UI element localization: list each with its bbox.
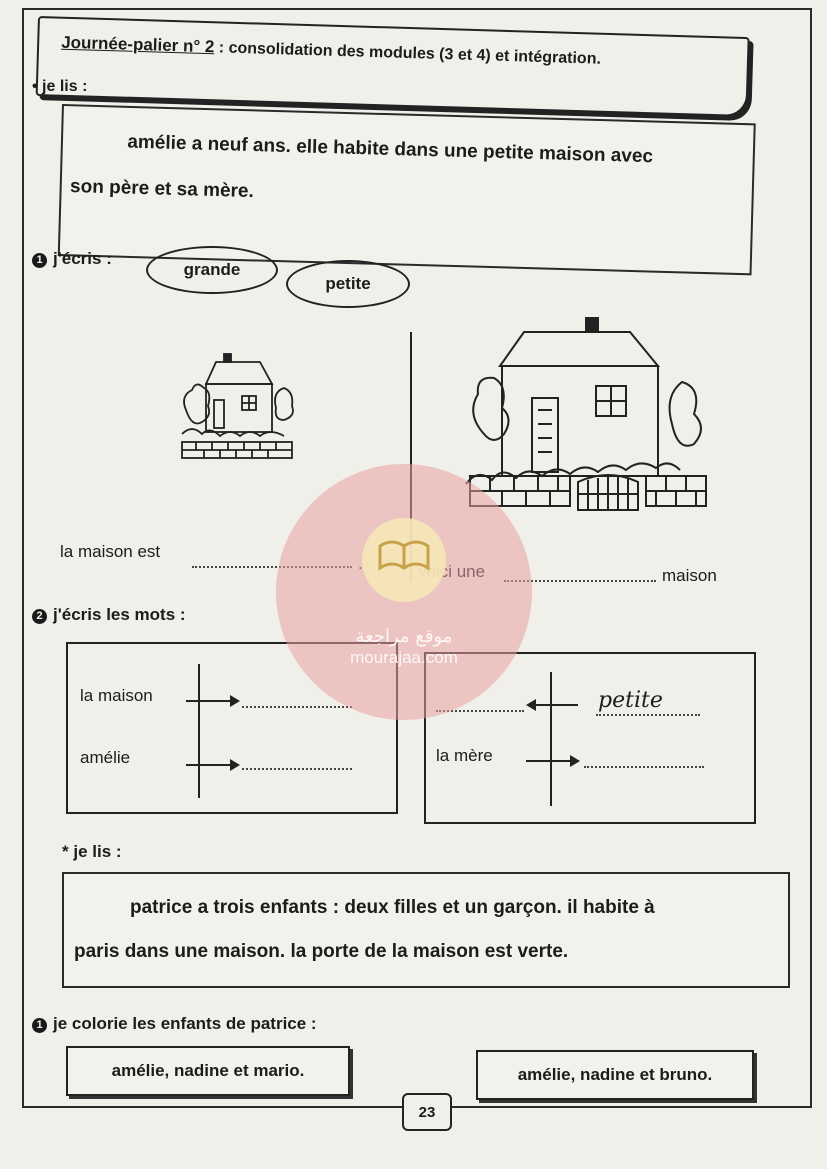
word-amelie: amélie [80,748,131,767]
choice-amelie-nadine-bruno[interactable]: amélie, nadine et bruno. [476,1050,754,1100]
option-petite[interactable]: petite [286,260,410,308]
reading2-text [74,886,786,974]
arrow-left-icon [528,704,578,706]
small-house-drawing [176,350,298,466]
right-box-divider [550,672,552,806]
exercise2-heading [32,605,186,625]
arrow-right-icon [186,764,238,766]
reading2-heading: * je lis : [62,842,122,861]
exercise1-number: 1 [32,253,47,268]
exercise2-number: 2 [32,609,47,624]
reading1-line1: amélie a neuf ans. elle habite dans une petite maison avec [127,131,654,168]
handwritten-petite: petite [598,688,663,713]
handwritten-underline [596,714,700,716]
reading2-line2: paris dans une maison. la porte de la maison est verte. [74,941,569,962]
reading2-line1: patrice a trois enfants : deux filles et un garçon. il habite à [130,897,655,918]
blank-la-mere[interactable] [584,766,704,768]
watermark-logo [276,464,532,720]
exercise1-heading [32,249,112,269]
exercise3-label: je colorie les enfants de patrice : [53,1014,317,1033]
title-lead: Journée-palier n° 2 [60,32,215,57]
word-la-mere: la mère [436,746,493,765]
sentence-maison: maison [662,566,717,585]
left-box-divider [198,664,200,798]
arrow-right-icon [526,760,578,762]
exercise3-heading [32,1014,317,1034]
title-rest: : consolidation des modules (3 et 4) et intégration. [214,39,602,68]
reading1-line2: son père et sa mère. [69,175,255,203]
exercise1-label: j'écris : [53,249,112,268]
choice-amelie-nadine-mario[interactable]: amélie, nadine et mario. [66,1046,350,1096]
watermark-latin: mourajaa.com [350,648,458,667]
page-number: 23 [402,1093,452,1131]
exercise2-label: j'écris les mots : [53,605,186,624]
arrow-right-icon [186,700,238,702]
option-grande[interactable]: grande [146,246,278,294]
exercise3-number: 1 [32,1018,47,1033]
reading1-text [69,118,751,229]
blank-amelie[interactable] [242,768,352,770]
watermark-arabic: موقع مراجعة [355,626,453,647]
page-title [61,33,601,69]
word-la-maison: la maison [80,686,153,705]
sentence-maison-est: la maison est [60,542,161,561]
reading1-heading: • je lis : [32,78,88,95]
